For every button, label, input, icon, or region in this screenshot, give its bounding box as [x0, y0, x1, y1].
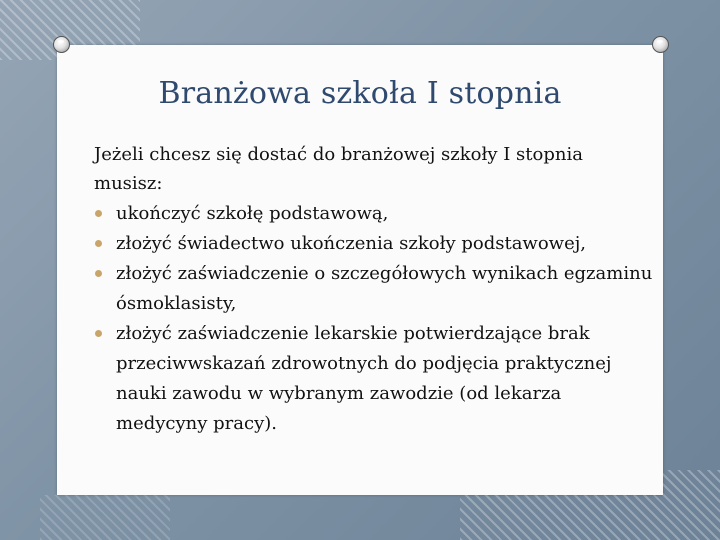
pushpin-icon — [652, 36, 669, 53]
background-texture-bottom-left — [40, 495, 170, 540]
list-item — [94, 229, 654, 259]
list-item-text: złożyć zaświadczenie lekarskie potwierdzające brak przeciwwskazań zdrowotnych do podjęcia praktycznej nauki zawodu w wybranym zawodzie (od lekarza medycyny pracy). — [116, 323, 612, 434]
list-item-text: złożyć zaświadczenie o szczegółowych wynikach egzaminu ósmoklasisty, — [116, 263, 653, 314]
list-item-text: ukończyć szkołę podstawową, — [116, 203, 389, 224]
intro-text: Jeżeli chcesz się dostać do branżowej szkoły I stopnia musisz: — [94, 144, 583, 194]
bullet-icon — [95, 240, 102, 247]
bullet-icon — [95, 210, 102, 217]
pushpin-icon — [53, 36, 70, 53]
list-item — [94, 319, 654, 439]
list-item-text: złożyć świadectwo ukończenia szkoły podstawowej, — [116, 233, 587, 254]
requirements-list — [94, 199, 654, 439]
bullet-icon — [95, 270, 102, 277]
slide-title: Branżowa szkoła I stopnia — [158, 76, 562, 111]
slide-content — [94, 140, 654, 439]
list-item — [94, 259, 654, 319]
list-item — [94, 199, 654, 229]
bullet-icon — [95, 330, 102, 337]
